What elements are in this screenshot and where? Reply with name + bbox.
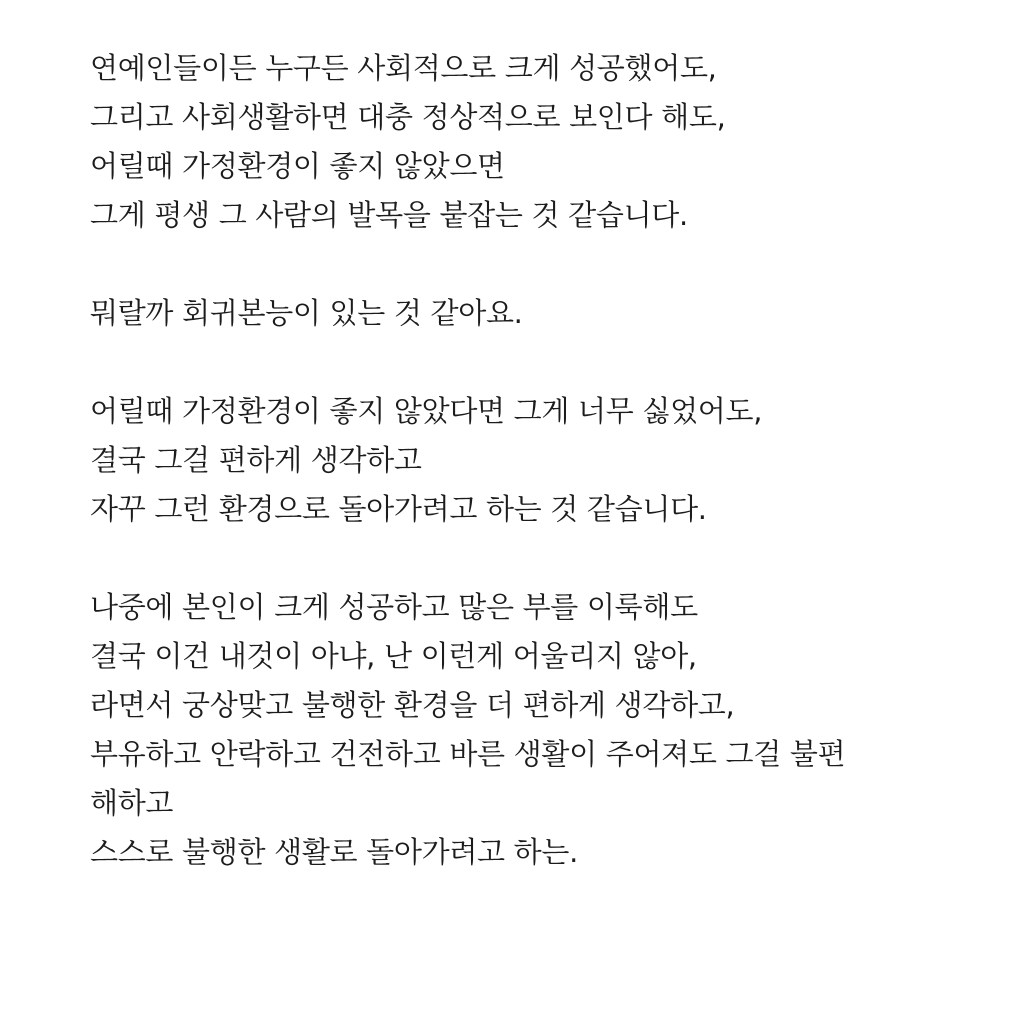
- text-line: 어릴때 가정환경이 좋지 않았다면 그게 너무 싫었어도,: [90, 394, 763, 428]
- text-line: 결국 이건 내것이 아냐, 난 이런게 어울리지 않아,: [90, 639, 697, 673]
- paragraph-gap: [90, 534, 990, 583]
- text-line: 결국 그걸 편하게 생각하고: [90, 443, 422, 477]
- text-line: 어릴때 가정환경이 좋지 않았으면: [90, 149, 505, 183]
- text-line: 연예인들이든 누구든 사회적으로 크게 성공했어도,: [90, 51, 717, 85]
- paragraph-1: [90, 44, 990, 240]
- paragraph-gap: [90, 240, 990, 289]
- text-line: 뭐랄까 회귀본능이 있는 것 같아요.: [90, 296, 523, 330]
- text-line: 그리고 사회생활하면 대충 정상적으로 보인다 해도,: [90, 100, 726, 134]
- text-line: 라면서 궁상맞고 불행한 환경을 더 편하게 생각하고,: [90, 688, 735, 722]
- text-line: 해하고: [90, 786, 174, 820]
- text-line: 자꾸 그런 환경으로 돌아가려고 하는 것 같습니다.: [90, 492, 707, 526]
- text-line: 나중에 본인이 크게 성공하고 많은 부를 이룩해도: [90, 590, 698, 624]
- paragraph-4: [90, 583, 990, 877]
- paragraph-2: [90, 289, 990, 338]
- text-line: 부유하고 안락하고 건전하고 바른 생활이 주어져도 그걸 불편: [90, 737, 846, 771]
- paragraph-gap: [90, 338, 990, 387]
- post-body: [90, 44, 990, 877]
- paragraph-3: [90, 387, 990, 534]
- text-line: 스스로 불행한 생활로 돌아가려고 하는.: [90, 835, 579, 869]
- text-line: 그게 평생 그 사람의 발목을 붙잡는 것 같습니다.: [90, 198, 688, 232]
